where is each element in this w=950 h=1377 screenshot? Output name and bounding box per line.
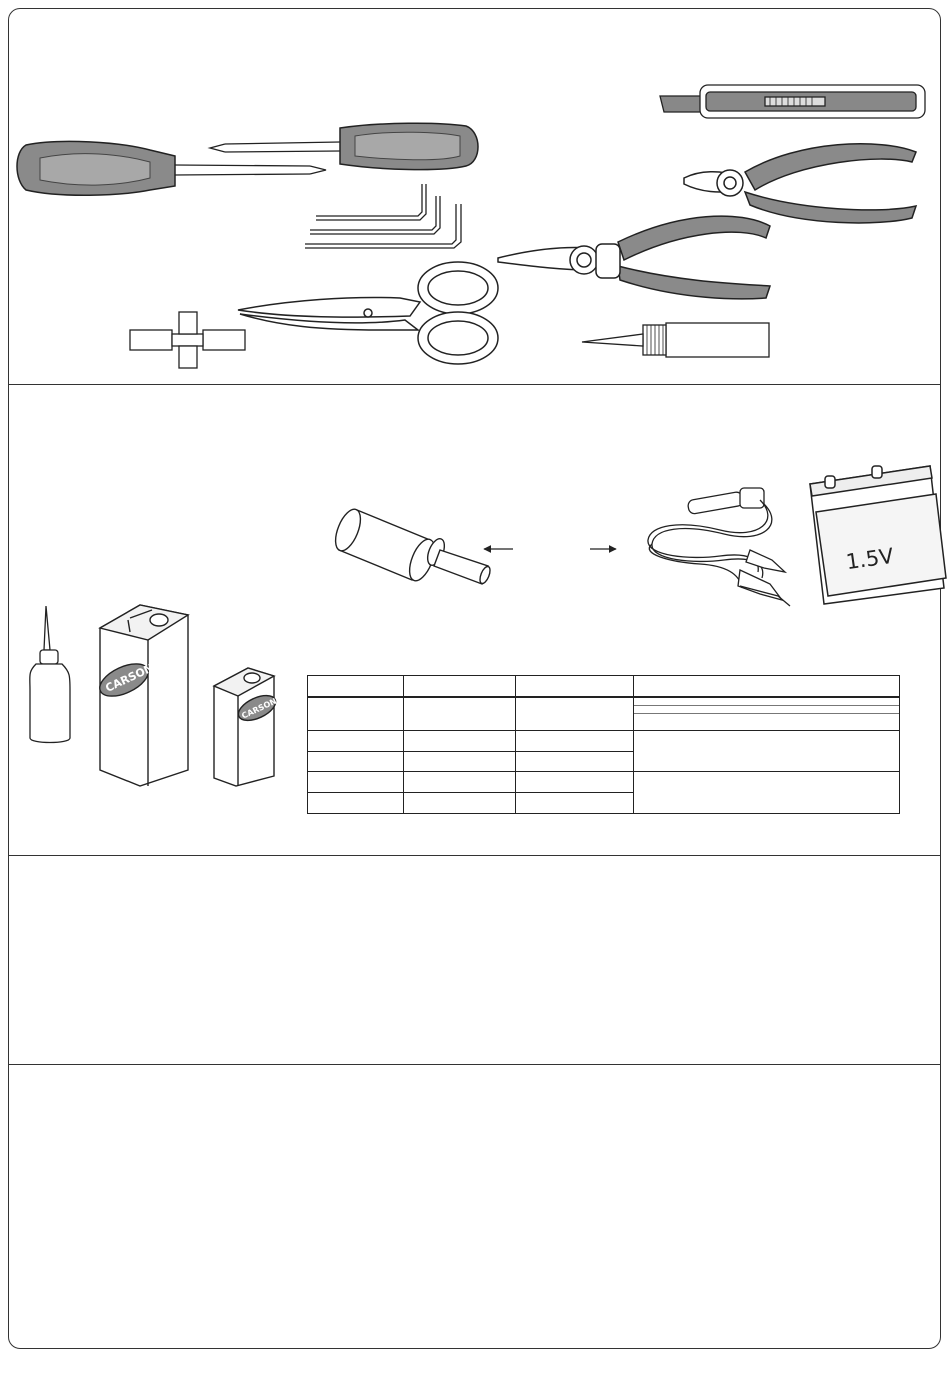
table-cell (634, 730, 900, 772)
table-cell (404, 730, 516, 751)
table-cell (308, 772, 404, 793)
cross-wrench-icon (130, 312, 245, 368)
scissors-icon (238, 262, 498, 364)
table-cell (308, 730, 404, 751)
table-cell (516, 751, 634, 772)
glue-tube-icon (582, 323, 769, 357)
hobby-knife-icon (660, 85, 925, 118)
table-cell (516, 772, 634, 793)
screwdriver-small-icon (210, 123, 478, 169)
table-row (308, 730, 900, 751)
table-cell (634, 697, 900, 731)
table-row (308, 697, 900, 731)
table-header-row (308, 676, 900, 697)
table-cell (516, 730, 634, 751)
table-cell (308, 697, 404, 731)
needle-nose-pliers-icon (498, 216, 770, 299)
table-header-cell (404, 676, 516, 697)
fuel-table (307, 675, 900, 814)
battery-icon (810, 466, 946, 604)
glow-starter-icon (330, 506, 492, 585)
table-cell (516, 697, 634, 731)
table-row (308, 772, 900, 793)
table-cell (634, 772, 900, 814)
table-header-cell (516, 676, 634, 697)
table-cell (404, 751, 516, 772)
fuel-can-large-icon (95, 572, 188, 786)
table-cell (516, 793, 634, 814)
fuel-can-logo-large: CARSON (103, 661, 156, 695)
side-cutters-icon (684, 144, 916, 223)
table-cell (404, 793, 516, 814)
screwdriver-large-icon (17, 141, 326, 195)
table-cell (404, 697, 516, 731)
fuel-can-small-icon (214, 668, 279, 786)
table-cell (308, 793, 404, 814)
table-cell (404, 772, 516, 793)
oil-bottle-icon (30, 606, 70, 743)
glow-cable-icon (648, 488, 790, 606)
fuel-can-logo-small: CARSON (240, 696, 279, 721)
allen-keys-icon (305, 184, 461, 248)
table-note-lines (634, 698, 899, 729)
table-header-cell (634, 676, 900, 697)
battery-voltage-label: 1.5V (844, 543, 896, 575)
table-cell (308, 751, 404, 772)
table-header-cell (308, 676, 404, 697)
